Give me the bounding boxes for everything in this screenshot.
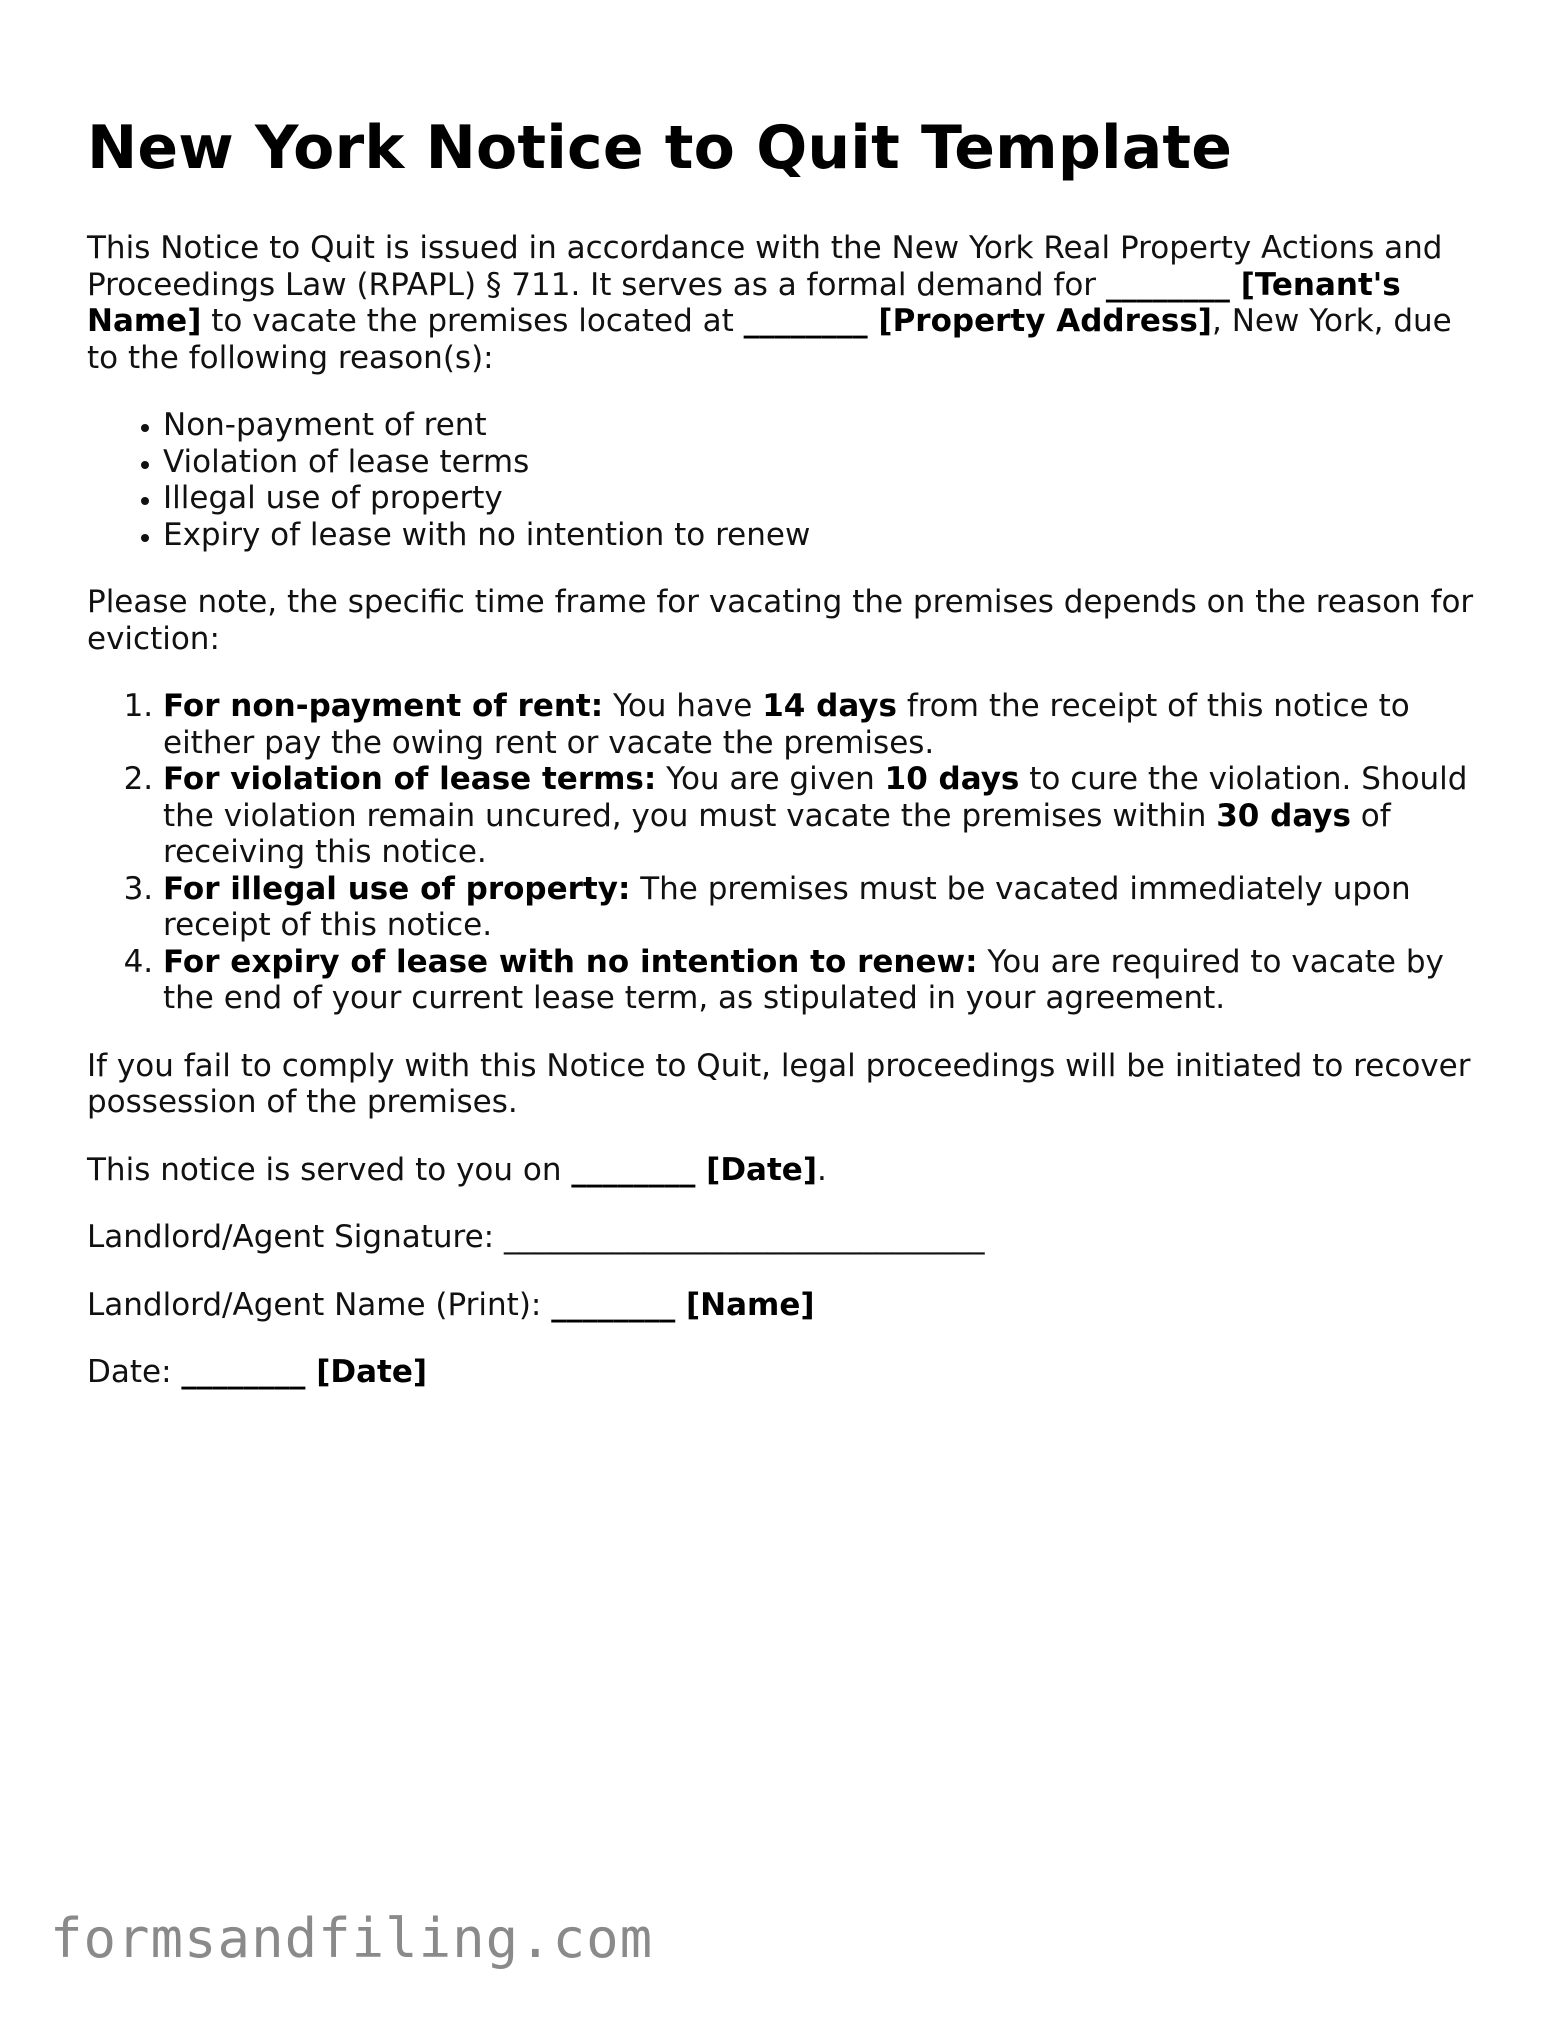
timeframe-lease-expiry: 4. For expiry of lease with no intention to renew: You are required to vacate by the end of your current lease term, as stipulated in your agreement. <box>163 944 1487 1017</box>
served-date-line: This notice is served to you on ________ [Date]. <box>87 1151 827 1188</box>
timeframe-violation: 2. For violation of lease terms: You are given 10 days to cure the violation. Should the violation remain uncured, you must vacate the premises within 30 days of receiving this notice. <box>163 761 1487 871</box>
intro-text-3: , New York, due to the following reason(s): <box>87 303 1452 376</box>
date-line: Date: ________ [Date] <box>87 1354 428 1390</box>
failure-paragraph: If you fail to comply with this Notice to Quit, legal proceedings will be initiated to recover possession of the premises. <box>87 1047 1471 1120</box>
list-item: • Violation of lease terms <box>163 444 1487 481</box>
timeframes-list <box>87 688 1487 1017</box>
page-title: New York Notice to Quit Template <box>87 113 1233 183</box>
intro-text-2: to vacate the premises located at <box>201 303 744 339</box>
intro-paragraph <box>87 230 1487 376</box>
print-name-line: Landlord/Agent Name (Print): ________ [Name] <box>87 1286 815 1323</box>
tenant-name-placeholder: [Tenant's Name] <box>87 266 1401 339</box>
signature-blank: _______________________________ <box>503 1219 985 1255</box>
date-blank: ________ [Date] <box>181 1354 428 1390</box>
intro-text-1: This Notice to Quit is issued in accordance with the New York Real Property Actions and Proceedings Law (RPAPL) § 711. It serves as a formal demand for <box>87 230 1443 303</box>
list-item: • Illegal use of property <box>163 480 1487 517</box>
list-item: • Non-payment of rent <box>163 407 1487 444</box>
property-address-blank: ________ [Property Address] <box>743 303 1212 339</box>
reasons-list <box>87 407 1487 553</box>
served-date-blank: ________ [Date] <box>571 1151 817 1188</box>
tenant-name-blank: ________ [Tenant's Name] <box>87 266 1401 339</box>
list-item: • Expiry of lease with no intention to renew <box>163 517 1487 554</box>
timeframe-illegal-use: 3. For illegal use of property: The premises must be vacated immediately upon receipt of this notice. <box>163 871 1487 944</box>
document-page <box>87 108 1487 1422</box>
timeframe-nonpayment: 1. For non-payment of rent: You have 14 days from the receipt of this notice to either pay the owing rent or vacate the premises. <box>163 688 1487 761</box>
property-address-placeholder: [Property Address] <box>878 303 1212 339</box>
print-name-blank: ________ [Name] <box>551 1286 815 1323</box>
watermark: formsandfiling.com <box>50 1907 654 1970</box>
timeframe-note: Please note, the specific time frame for vacating the premises depends on the reason for eviction: <box>87 584 1474 657</box>
signature-line: Landlord/Agent Signature: _______________________________ <box>87 1219 985 1255</box>
